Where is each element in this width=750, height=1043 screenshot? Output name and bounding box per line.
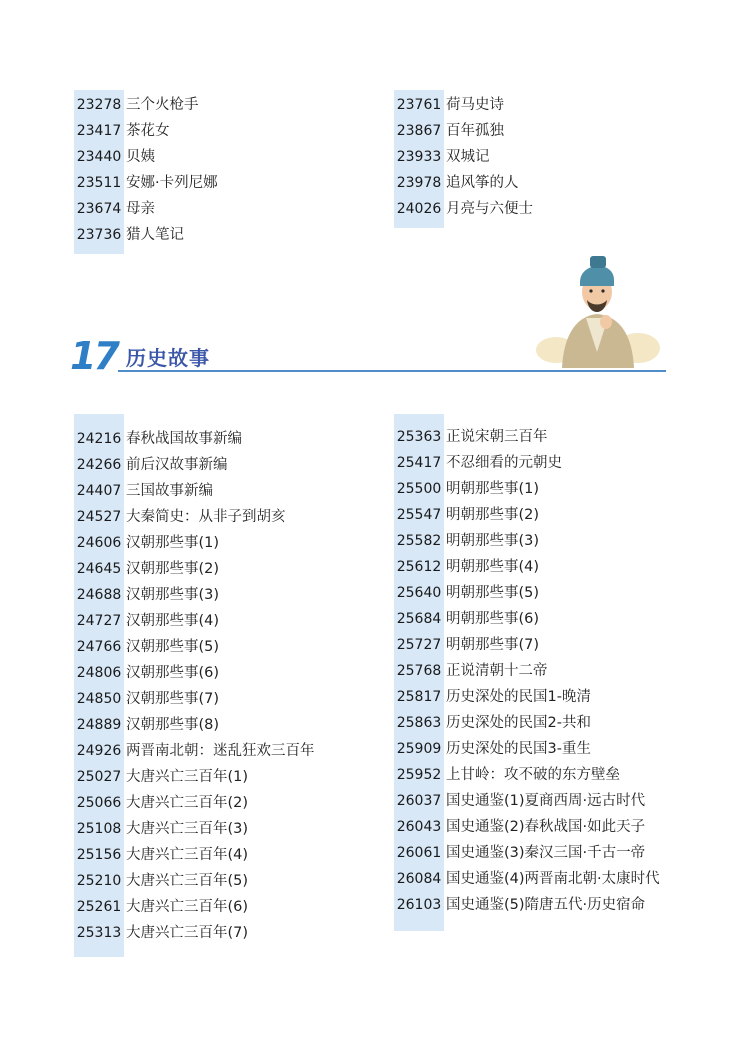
book-title: 明朝那些事(6) <box>446 611 540 627</box>
book-title: 茶花女 <box>126 123 170 139</box>
book-title: 月亮与六便士 <box>446 201 533 217</box>
list-item <box>394 788 694 814</box>
list-item <box>394 554 694 580</box>
list-item <box>394 710 694 736</box>
list-item <box>74 222 374 248</box>
book-title: 荷马史诗 <box>446 97 504 113</box>
book-number: 25909 <box>396 741 442 757</box>
list-item <box>74 504 374 530</box>
book-title: 正说宋朝三百年 <box>446 429 548 445</box>
book-number: 26037 <box>396 793 442 809</box>
book-number: 25066 <box>76 795 122 811</box>
book-number: 23674 <box>76 201 122 217</box>
list-item <box>394 892 694 918</box>
list-item <box>74 790 374 816</box>
book-title: 历史深处的民国2-共和 <box>446 715 591 731</box>
book-number: 23440 <box>76 149 122 165</box>
book-number: 25027 <box>76 769 122 785</box>
book-title: 明朝那些事(4) <box>446 559 540 575</box>
list-item <box>74 452 374 478</box>
book-number: 26043 <box>396 819 442 835</box>
book-title: 明朝那些事(5) <box>446 585 540 601</box>
list-item <box>394 606 694 632</box>
book-title: 汉朝那些事(7) <box>126 691 220 707</box>
list-item <box>74 816 374 842</box>
book-number: 24926 <box>76 743 122 759</box>
list-item <box>394 658 694 684</box>
book-number: 25156 <box>76 847 122 863</box>
list-item <box>394 118 694 144</box>
book-title: 大唐兴亡三百年(4) <box>126 847 249 863</box>
book-title: 明朝那些事(3) <box>446 533 540 549</box>
book-list-top-left <box>74 90 374 254</box>
list-item <box>394 736 694 762</box>
list-item <box>74 144 374 170</box>
book-number: 24727 <box>76 613 122 629</box>
book-title: 母亲 <box>126 201 155 217</box>
book-title: 猎人笔记 <box>126 227 184 243</box>
book-number: 23867 <box>396 123 442 139</box>
book-title: 明朝那些事(7) <box>446 637 540 653</box>
book-title: 国史通鉴(5)隋唐五代·历史宿命 <box>446 897 646 913</box>
book-title: 贝姨 <box>126 149 155 165</box>
book-title: 安娜·卡列尼娜 <box>126 175 218 191</box>
list-item <box>74 738 374 764</box>
book-title: 百年孤独 <box>446 123 504 139</box>
list-item <box>74 712 374 738</box>
list-item <box>394 92 694 118</box>
book-title: 历史深处的民国3-重生 <box>446 741 591 757</box>
list-item <box>394 502 694 528</box>
book-title: 国史通鉴(2)春秋战国·如此天子 <box>446 819 646 835</box>
book-title: 大唐兴亡三百年(7) <box>126 925 249 941</box>
list-item <box>74 842 374 868</box>
list-item <box>74 196 374 222</box>
book-number: 24889 <box>76 717 122 733</box>
list-item <box>74 608 374 634</box>
list-item <box>74 170 374 196</box>
list-item <box>394 580 694 606</box>
book-title: 国史通鉴(1)夏商西周·远古时代 <box>446 793 646 809</box>
book-number: 24688 <box>76 587 122 603</box>
book-number: 25261 <box>76 899 122 915</box>
book-number: 25582 <box>396 533 442 549</box>
book-title: 汉朝那些事(6) <box>126 665 220 681</box>
list-item <box>74 868 374 894</box>
book-title: 前后汉故事新编 <box>126 457 228 473</box>
list-item <box>394 424 694 450</box>
section-divider <box>118 370 666 372</box>
section-header <box>70 330 670 380</box>
book-list-bottom-left <box>74 414 374 957</box>
book-title: 大唐兴亡三百年(6) <box>126 899 249 915</box>
book-number: 24606 <box>76 535 122 551</box>
book-number: 24527 <box>76 509 122 525</box>
book-number: 24766 <box>76 639 122 655</box>
book-list-bottom-right <box>394 414 694 931</box>
list-item <box>74 686 374 712</box>
book-number: 26103 <box>396 897 442 913</box>
book-number: 25863 <box>396 715 442 731</box>
list-item <box>394 632 694 658</box>
book-title: 汉朝那些事(4) <box>126 613 220 629</box>
list-item <box>394 840 694 866</box>
list-item <box>74 894 374 920</box>
book-number: 24266 <box>76 457 122 473</box>
book-title: 明朝那些事(2) <box>446 507 540 523</box>
book-title: 春秋战国故事新编 <box>126 431 242 447</box>
section-title: 历史故事 <box>126 346 210 370</box>
list-item <box>394 196 694 222</box>
book-number: 23417 <box>76 123 122 139</box>
list-item <box>74 920 374 946</box>
book-title: 国史通鉴(4)两晋南北朝·太康时代 <box>446 871 660 887</box>
list-item <box>74 634 374 660</box>
book-number: 23278 <box>76 97 122 113</box>
book-title: 两晋南北朝：迷乱狂欢三百年 <box>126 743 315 759</box>
book-number: 24645 <box>76 561 122 577</box>
list-item <box>394 528 694 554</box>
book-number: 25952 <box>396 767 442 783</box>
book-title: 追风筝的人 <box>446 175 519 191</box>
list-item <box>394 684 694 710</box>
book-title: 汉朝那些事(1) <box>126 535 220 551</box>
book-number: 25768 <box>396 663 442 679</box>
list-item <box>74 764 374 790</box>
book-number: 25684 <box>396 611 442 627</box>
book-title: 三个火枪手 <box>126 97 199 113</box>
book-number: 25417 <box>396 455 442 471</box>
book-number: 25547 <box>396 507 442 523</box>
book-number: 24850 <box>76 691 122 707</box>
list-item <box>394 866 694 892</box>
list-item <box>394 814 694 840</box>
book-title: 不忍细看的元朝史 <box>446 455 562 471</box>
book-title: 大唐兴亡三百年(5) <box>126 873 249 889</box>
book-number: 23761 <box>396 97 442 113</box>
book-title: 历史深处的民国1-晚清 <box>446 689 591 705</box>
book-number: 23736 <box>76 227 122 243</box>
book-number: 26084 <box>396 871 442 887</box>
book-title: 汉朝那些事(3) <box>126 587 220 603</box>
book-number: 25817 <box>396 689 442 705</box>
list-item <box>74 92 374 118</box>
list-item <box>394 476 694 502</box>
book-title: 国史通鉴(3)秦汉三国·千古一帝 <box>446 845 646 861</box>
book-number: 23933 <box>396 149 442 165</box>
book-number: 24216 <box>76 431 122 447</box>
book-number: 25727 <box>396 637 442 653</box>
book-number: 25313 <box>76 925 122 941</box>
book-number: 25640 <box>396 585 442 601</box>
list-item <box>394 450 694 476</box>
book-title: 正说清朝十二帝 <box>446 663 548 679</box>
book-number: 25363 <box>396 429 442 445</box>
list-item <box>74 556 374 582</box>
book-number: 25108 <box>76 821 122 837</box>
book-title: 双城记 <box>446 149 490 165</box>
book-title: 大唐兴亡三百年(2) <box>126 795 249 811</box>
book-number: 25210 <box>76 873 122 889</box>
book-title: 大唐兴亡三百年(3) <box>126 821 249 837</box>
book-number: 24407 <box>76 483 122 499</box>
list-item <box>74 478 374 504</box>
book-number: 25500 <box>396 481 442 497</box>
book-number: 23511 <box>76 175 122 191</box>
book-number: 26061 <box>396 845 442 861</box>
section-number: 17 <box>70 334 117 378</box>
book-title: 明朝那些事(1) <box>446 481 540 497</box>
book-title: 汉朝那些事(8) <box>126 717 220 733</box>
list-item <box>394 144 694 170</box>
book-title: 三国故事新编 <box>126 483 213 499</box>
list-item <box>74 582 374 608</box>
book-list-top-right <box>394 90 694 228</box>
book-title: 大唐兴亡三百年(1) <box>126 769 249 785</box>
book-number: 24806 <box>76 665 122 681</box>
book-title: 大秦简史：从非子到胡亥 <box>126 509 286 525</box>
list-item <box>394 170 694 196</box>
list-item <box>74 530 374 556</box>
list-item <box>74 660 374 686</box>
book-title: 汉朝那些事(5) <box>126 639 220 655</box>
list-item <box>74 118 374 144</box>
book-title: 上甘岭：攻不破的东方壁垒 <box>446 767 620 783</box>
book-number: 25612 <box>396 559 442 575</box>
book-number: 24026 <box>396 201 442 217</box>
book-title: 汉朝那些事(2) <box>126 561 220 577</box>
list-item <box>74 426 374 452</box>
list-item <box>394 762 694 788</box>
book-number: 23978 <box>396 175 442 191</box>
